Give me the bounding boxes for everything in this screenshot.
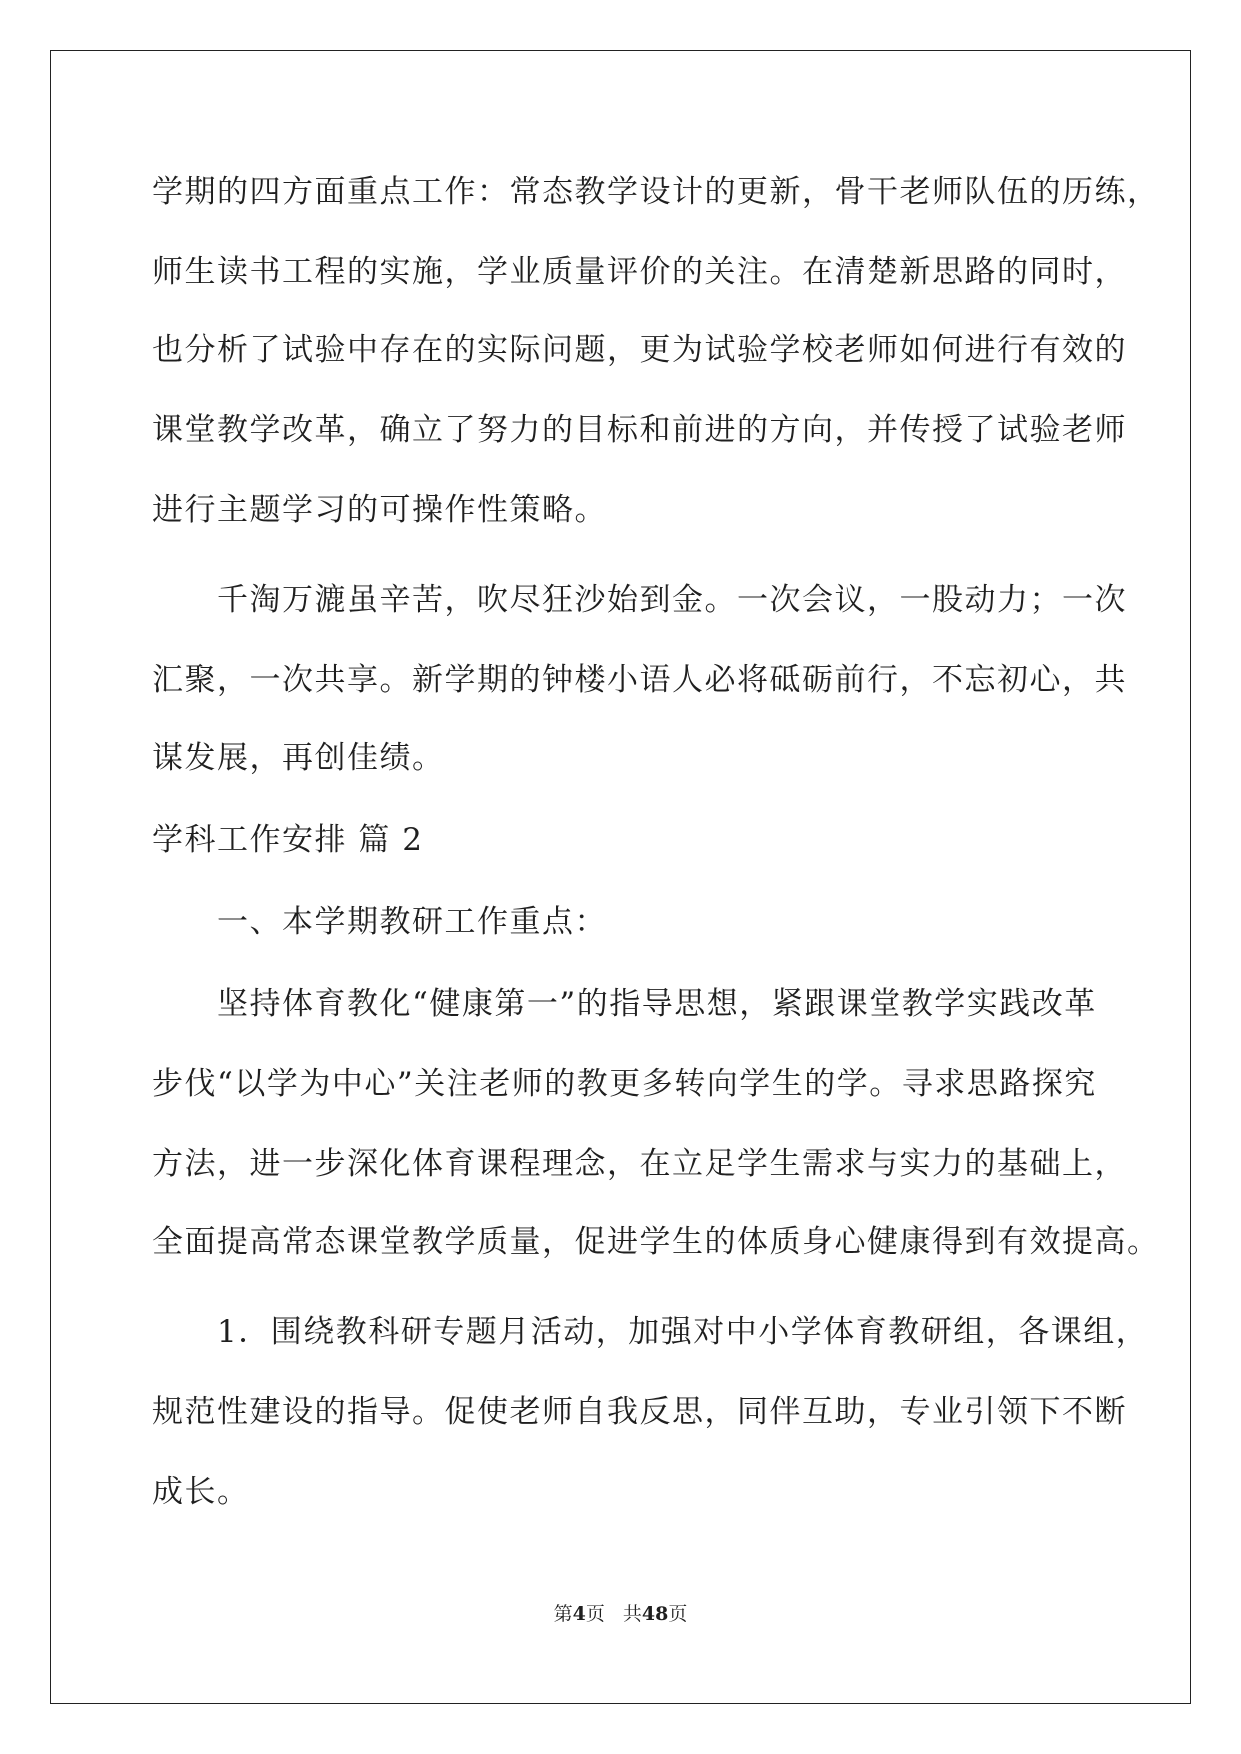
text-line: 学期的四方面重点工作：常态教学设计的更新，骨干老师队伍的历练， — [152, 174, 1160, 210]
text-line: 成长。 — [152, 1474, 250, 1510]
text-line: 也分析了试验中存在的实际问题，更为试验学校老师如何进行有效的 — [152, 332, 1127, 368]
text-line: 坚持体育教化“健康第一”的指导思想，紧跟课堂教学实践改革 — [152, 986, 1097, 1022]
footer-total-prefix: 共 — [622, 1603, 642, 1625]
section-heading: 学科工作安排 篇 2 — [152, 822, 424, 858]
page-footer — [0, 1601, 1241, 1627]
text-line: 步伐“以学为中心”关注老师的教更多转向学生的学。寻求思路探究 — [152, 1066, 1097, 1102]
text-line: 师生读书工程的实施，学业质量评价的关注。在清楚新思路的同时， — [152, 254, 1127, 290]
text-line: 进行主题学习的可操作性策略。 — [152, 492, 607, 528]
text-line: 谋发展，再创佳绩。 — [152, 740, 445, 776]
text-line: 规范性建设的指导。促使老师自我反思，同伴互助，专业引领下不断 — [152, 1394, 1127, 1430]
text-line: 全面提高常态课堂教学质量，促进学生的体质身心健康得到有效提高。 — [152, 1224, 1160, 1260]
total-pages-number: 48 — [641, 1603, 669, 1625]
text-line: 千淘万漉虽辛苦，吹尽狂沙始到金。一次会议，一股动力；一次 — [152, 582, 1127, 618]
text-line: 汇聚，一次共享。新学期的钟楼小语人必将砥砺前行，不忘初心，共 — [152, 662, 1127, 698]
text-line: 一、本学期教研工作重点： — [152, 904, 607, 940]
text-line: 1．围绕教科研专题月活动，加强对中小学体育教研组，各课组， — [152, 1314, 1149, 1350]
text-line: 方法，进一步深化体育课程理念，在立足学生需求与实力的基础上， — [152, 1146, 1127, 1182]
text-line: 课堂教学改革，确立了努力的目标和前进的方向，并传授了试验老师 — [152, 412, 1127, 448]
footer-prefix: 第 — [553, 1603, 573, 1625]
current-page-number: 4 — [572, 1603, 586, 1625]
footer-total-unit: 页 — [668, 1603, 688, 1625]
footer-page-unit: 页 — [585, 1603, 605, 1625]
page-border — [50, 50, 1191, 1704]
